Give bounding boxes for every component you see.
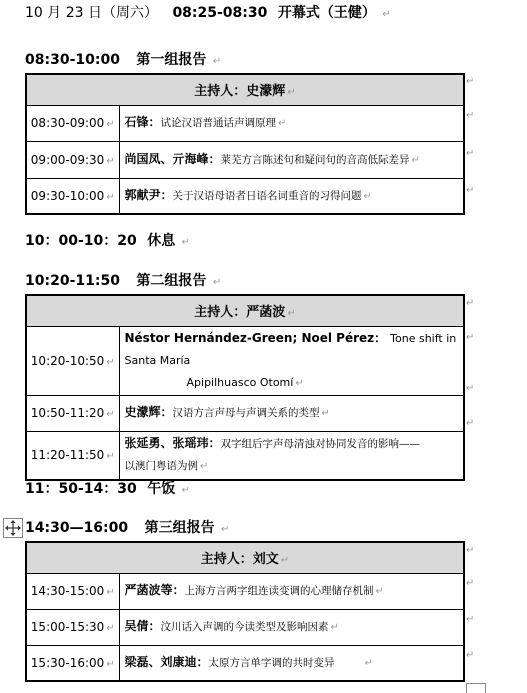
time-cell: 10:20-10:50 ↵: [26, 326, 119, 395]
chair-cell: 主持人：严菡波 ↵: [26, 295, 464, 326]
time-cell: 15:30-16:00 ↵: [26, 645, 119, 681]
group-1-title: 第一组报告: [136, 52, 207, 68]
time-cell: 09:00-09:30 ↵: [26, 141, 119, 178]
group-1-table: [25, 73, 465, 215]
opening-event: 开幕式（王健）: [277, 5, 376, 21]
table-row: [26, 431, 464, 480]
group-2-time: 10:20-11:50: [25, 273, 120, 289]
paragraph-mark-icon: ↵: [221, 524, 230, 535]
talk-cell: 石锋：试论汉语普通话声调原理 ↵: [119, 105, 464, 141]
table-row: [26, 105, 464, 141]
row-end-mark-icon: ↵: [466, 650, 475, 661]
opening-line: [25, 2, 391, 22]
paragraph-mark-icon: ↵: [212, 277, 222, 288]
break-2-label: 午饭: [147, 481, 176, 497]
group-3-table: [25, 541, 465, 682]
talk-cell: 郭献尹：关于汉语母语者日语名词重音的习得问题 ↵: [119, 178, 464, 214]
time-cell: 08:30-09:00 ↵: [26, 105, 119, 141]
talk-cell: 张延勇、张瑶玮：双字组后字声母清浊对协同发音的影响—— 以澳门粤语为例 ↵: [119, 431, 464, 480]
break-1-line: [25, 230, 190, 250]
chair-cell: 主持人：史濛辉 ↵: [26, 74, 464, 105]
talk-cell: 吴倩：汶川话入声调的今读类型及影响因素 ↵: [119, 609, 464, 645]
opening-time: 08:25-08:30: [172, 5, 268, 21]
row-end-mark-icon: ↵: [466, 545, 475, 556]
group-3-title: 第三组报告: [144, 520, 215, 536]
row-end-mark-icon: ↵: [466, 185, 475, 196]
table-row: [26, 609, 464, 645]
row-end-mark-icon: ↵: [466, 298, 475, 309]
row-end-mark-icon: ↵: [466, 148, 475, 159]
table-row: [26, 326, 464, 395]
row-end-mark-icon: ↵: [466, 383, 475, 394]
talk-cell: 尚国凤、亓海峰：莱芜方言陈述句和疑问句的音高低际差异 ↵: [119, 141, 464, 178]
chair-cell: 主持人：刘文 ↵: [26, 542, 464, 573]
group-2-heading: [25, 270, 221, 290]
time-cell: 15:00-15:30 ↵: [26, 609, 119, 645]
break-1-time: 10：00-10：20: [25, 233, 137, 249]
time-cell: 09:30-10:00 ↵: [26, 178, 119, 214]
table-row: [26, 141, 464, 178]
row-end-mark-icon: ↵: [466, 578, 475, 589]
table-header-row: [26, 295, 464, 326]
table-row: [26, 395, 464, 431]
break-1-label: 休息: [147, 233, 176, 249]
group-2-title: 第二组报告: [136, 273, 207, 289]
paragraph-mark-icon: ↵: [181, 485, 191, 496]
talk-cell: Néstor Hernández-Green; Noel Pérez： Tone shift in Santa María Apipilhuasco Otomí ↵: [119, 326, 464, 395]
table-header-row: [26, 542, 464, 573]
row-end-mark-icon: ↵: [466, 332, 475, 343]
table-move-handle-icon[interactable]: [3, 518, 23, 538]
break-2-line: [25, 478, 190, 498]
row-end-mark-icon: ↵: [466, 418, 475, 429]
paragraph-mark-icon: ↵: [212, 56, 222, 67]
table-row: [26, 645, 464, 681]
break-2-time: 11：50-14：30: [25, 481, 137, 497]
talk-cell: 梁磊、刘康迪：太原方言单字调的共时变异 ↵: [119, 645, 464, 681]
table-row: [26, 573, 464, 609]
row-end-mark-icon: ↵: [466, 110, 475, 121]
talk-cell: 严菡波等：上海方言两字组连读变调的心理储存机制 ↵: [119, 573, 464, 609]
table-header-row: [26, 74, 464, 105]
time-cell: 10:50-11:20 ↵: [26, 395, 119, 431]
group-3-heading: [25, 517, 229, 537]
row-end-mark-icon: ↵: [466, 614, 475, 625]
paragraph-mark-icon: ↵: [181, 237, 191, 248]
group-1-time: 08:30-10:00: [25, 52, 120, 68]
group-2-table: [25, 294, 465, 481]
table-row: [26, 178, 464, 214]
row-end-mark-icon: ↵: [466, 76, 475, 87]
talk-cell: 史濛辉：汉语方言声母与声调关系的类型 ↵: [119, 395, 464, 431]
group-1-heading: [25, 49, 221, 69]
paragraph-mark-icon: ↵: [382, 9, 391, 20]
opening-date: 10 月 23 日（周六）: [25, 5, 158, 21]
time-cell: 11:20-11:50 ↵: [26, 431, 119, 480]
time-cell: 14:30-15:00 ↵: [26, 573, 119, 609]
group-3-time: 14:30—16:00: [25, 520, 129, 536]
